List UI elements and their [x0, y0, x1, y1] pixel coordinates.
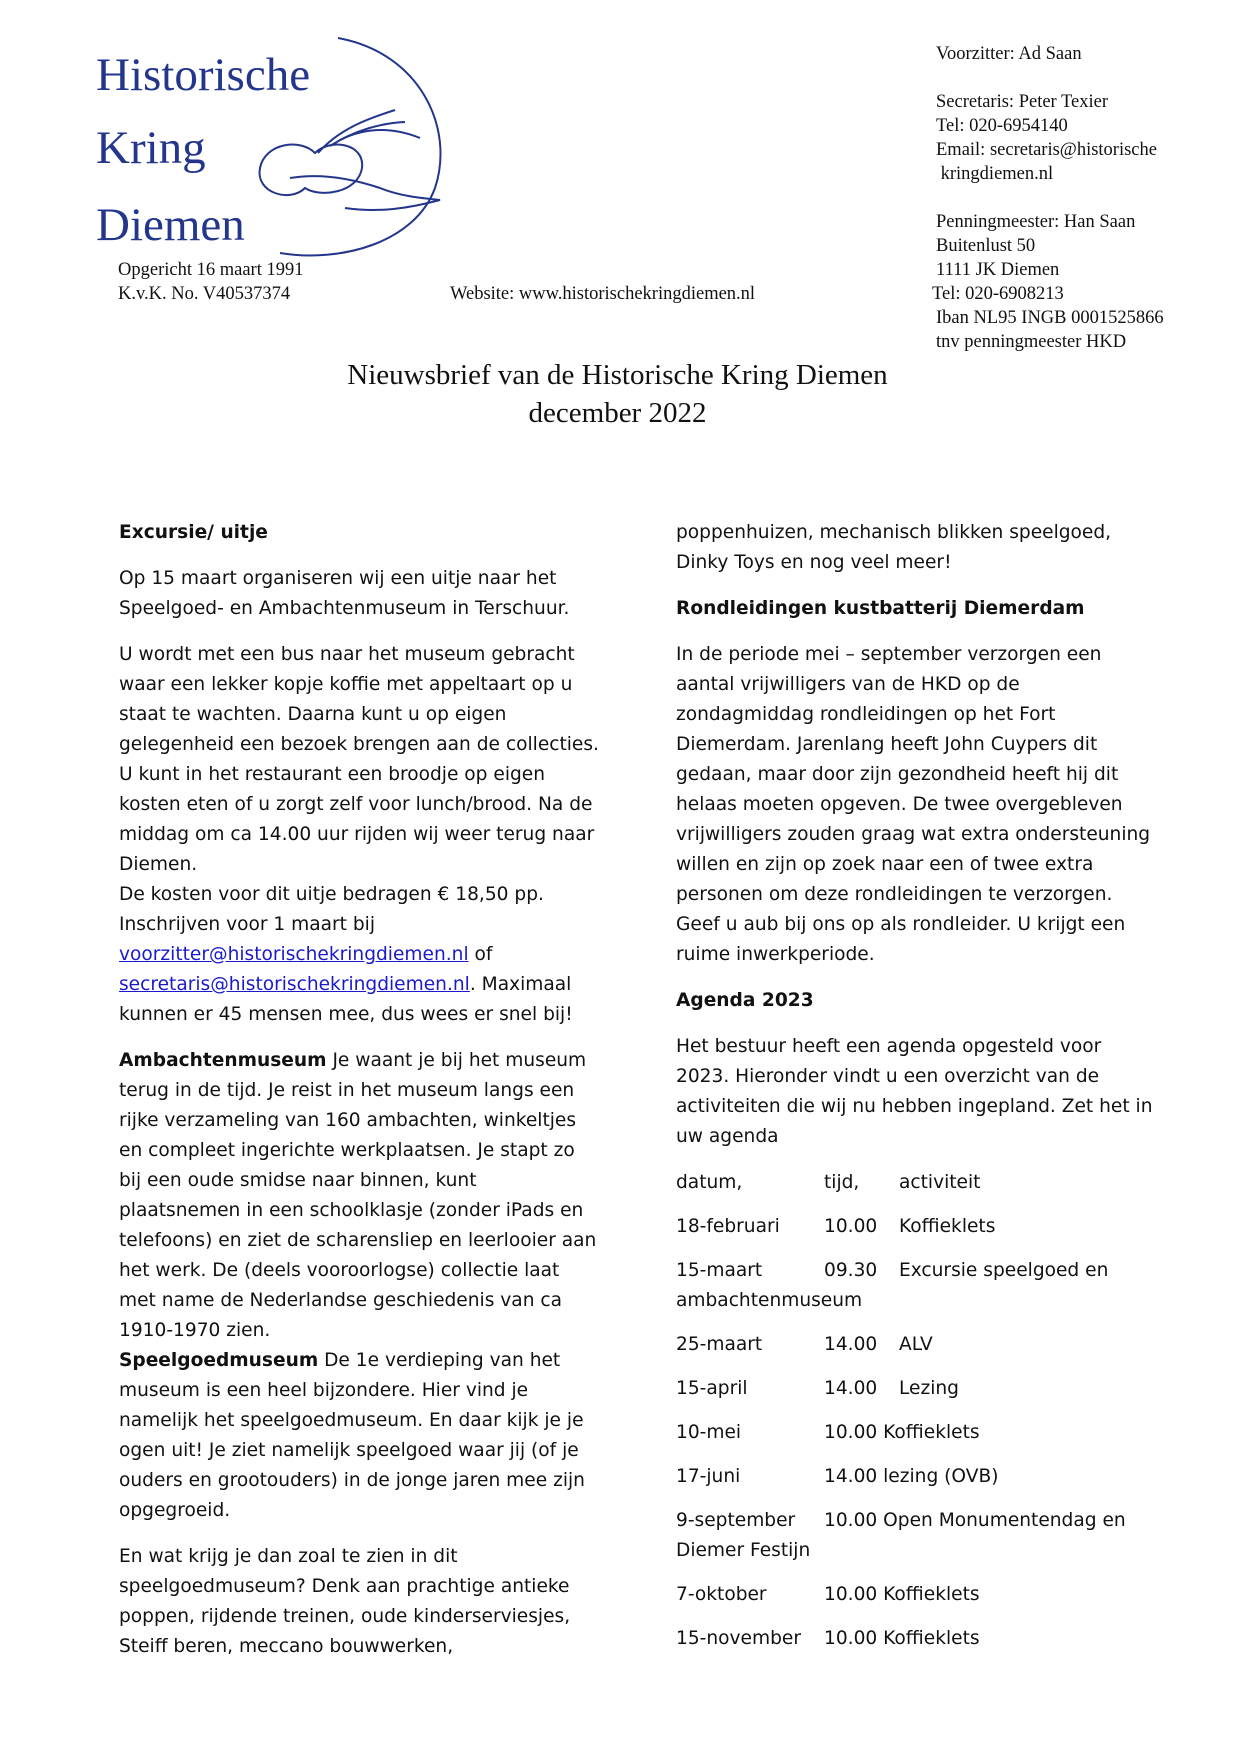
secretary-tel: Tel: 020-6954140: [936, 116, 1068, 136]
logo-word-diemen: Diemen: [96, 199, 245, 251]
agenda-row: 9-september 10.00 Open Monumentendag en: [676, 1510, 1126, 1531]
ambacht-line-8: 1910-1970 zien.: [119, 1320, 271, 1341]
agenda-table: [676, 1168, 1196, 1654]
newsletter-title: [0, 356, 1241, 432]
agenda-row: 25-maart 14.00 ALV: [676, 1334, 933, 1355]
agenda-intro-1: 2023. Hieronder vindt u een overzicht van de: [676, 1066, 1100, 1087]
speelgoed-line-4: opgegroeid.: [119, 1500, 231, 1521]
ambacht-line-3: bij een oude smidse naar binnen, kunt: [119, 1170, 477, 1191]
speelgoed-line-0: museum is een heel bijzondere. Hier vind je: [119, 1380, 529, 1401]
tours-line-1: aantal vrijwilligers van de HKD op de: [676, 674, 1020, 695]
kvk-text: K.v.K. No. V40537374: [118, 284, 291, 304]
speelgoed-line-1: namelijk het speelgoedmuseum. En daar kijk je je: [119, 1410, 584, 1431]
toys-line-1: speelgoedmuseum? Denk aan prachtige antieke: [119, 1576, 570, 1597]
ambacht-line-7: met name de Nederlandse geschiedenis van ca: [119, 1290, 563, 1311]
agenda-row-cont: Diemer Festijn: [676, 1540, 811, 1561]
excursion-line-4: U kunt in het restaurant een broodje op eigen: [119, 764, 546, 785]
speelgoed-line-3: ouders en grootouders) in de jonge jaren mee zijn: [119, 1470, 585, 1491]
ambacht-line-5: telefoons) en ziet de scharensliep en leerlooier aan: [119, 1230, 597, 1251]
left-column: [119, 518, 624, 1662]
founded-text: Opgericht 16 maart 1991: [118, 260, 304, 280]
agenda-intro-3: uw agenda: [676, 1126, 779, 1147]
ambacht-first: Je waant je bij het museum: [326, 1050, 587, 1071]
toys-line-2: poppen, rijdende treinen, oude kinderserviesjes,: [119, 1606, 571, 1627]
right-column: [676, 518, 1186, 1654]
logo: [90, 28, 460, 258]
cont-line-1: Dinky Toys en nog veel meer!: [676, 552, 952, 573]
excursion-line-0: U wordt met een bus naar het museum gebracht: [119, 644, 575, 665]
maximum-text: . Maximaal: [469, 974, 572, 995]
tours-line-3: Diemerdam. Jarenlang heeft John Cuypers dit: [676, 734, 1098, 755]
excursion-end: kunnen er 45 mensen mee, dus wees er snel bij!: [119, 1004, 573, 1025]
agenda-row-cont: ambachtenmuseum: [676, 1290, 863, 1311]
treasurer-street: Buitenlust 50: [936, 236, 1036, 256]
tours-line-9: Geef u aub bij ons op als rondleider. U krijgt een: [676, 914, 1126, 935]
agenda-intro-0: Het bestuur heeft een agenda opgesteld voor: [676, 1036, 1102, 1057]
tours-heading: Rondleidingen kustbatterij Diemerdam: [676, 598, 1085, 619]
tours-line-4: gedaan, maar door zijn gezondheid heeft hij dit: [676, 764, 1119, 785]
chair-text: Voorzitter: Ad Saan: [936, 44, 1082, 64]
agenda-header-time: tijd,: [824, 1172, 860, 1193]
tours-line-2: zondagmiddag rondleidingen op het Fort: [676, 704, 1056, 725]
agenda-row: 7-oktober 10.00 Koffieklets: [676, 1584, 980, 1605]
ambacht-line-0: terug in de tijd. Je reist in het museum langs een: [119, 1080, 575, 1101]
agenda-header-date: datum,: [676, 1172, 743, 1193]
agenda-heading: Agenda 2023: [676, 990, 814, 1011]
agenda-row: 17-juni 14.00 lezing (OVB): [676, 1466, 999, 1487]
treasurer-iban: Iban NL95 INGB 0001525866: [936, 308, 1164, 328]
treasurer-tel: Tel: 020-6908213: [932, 284, 1064, 304]
excursion-line-9: Inschrijven voor 1 maart bij: [119, 914, 376, 935]
speelgoed-heading: Speelgoedmuseum: [119, 1350, 319, 1371]
agenda-row: 15-november 10.00 Koffieklets: [676, 1628, 980, 1649]
tours-line-7: willen en zijn op zoek naar een of twee extra: [676, 854, 1094, 875]
agenda-row: 18-februari 10.00 Koffieklets: [676, 1216, 996, 1237]
title-line-1: Nieuwsbrief van de Historische Kring Diemen: [347, 359, 888, 391]
agenda-header-row: [676, 1168, 1196, 1198]
website-text: Website: www.historischekringdiemen.nl: [450, 284, 756, 304]
tours-line-6: vrijwilligers zouden graag wat extra ondersteuning: [676, 824, 1151, 845]
secretary-email: Email: secretaris@historische: [936, 140, 1157, 160]
logo-word-historische: Historische: [96, 49, 311, 101]
ambacht-line-2: en compleet ingerichte werkplaatsen. Je stapt zo: [119, 1140, 575, 1161]
logo-word-kring: Kring: [96, 122, 206, 174]
tours-line-5: helaas moeten opgeven. De twee overgebleven: [676, 794, 1123, 815]
agenda-intro-2: activiteiten die wij nu hebben ingepland. Zet het in: [676, 1096, 1153, 1117]
contact-block: [932, 42, 1164, 354]
or-text: of: [468, 944, 493, 965]
excursion-line-6: middag om ca 14.00 uur rijden wij weer terug naar: [119, 824, 595, 845]
agenda-header-activity: activiteit: [899, 1172, 981, 1193]
chair-email-link[interactable]: voorzitter@historischekringdiemen.nl: [119, 944, 469, 965]
agenda-row: 15-maart 09.30 Excursie speelgoed en: [676, 1260, 1109, 1281]
agenda-row: 10-mei 10.00 Koffieklets: [676, 1422, 980, 1443]
treasurer-tnv: tnv penningmeester HKD: [936, 332, 1127, 352]
toys-line-3: Steiff beren, meccano bouwwerken,: [119, 1636, 454, 1657]
title-line-2: december 2022: [528, 397, 707, 429]
excursion-intro-2: Speelgoed- en Ambachtenmuseum in Terschuur.: [119, 598, 570, 619]
tours-line-8: personen om deze rondleidingen te verzorgen.: [676, 884, 1113, 905]
ambacht-line-6: het werk. De (deels vooroorlogse) collectie laat: [119, 1260, 560, 1281]
toys-line-0: En wat krijg je dan zoal te zien in dit: [119, 1546, 458, 1567]
speelgoed-first: De 1e verdieping van het: [318, 1350, 561, 1371]
excursion-heading: Excursie/ uitje: [119, 522, 268, 543]
speelgoed-line-2: ogen uit! Je ziet namelijk speelgoed waar jij (of je: [119, 1440, 579, 1461]
treasurer-city: 1111 JK Diemen: [936, 260, 1060, 280]
excursion-line-2: staat te wachten. Daarna kunt u op eigen: [119, 704, 507, 725]
secretary-email-cont: kringdiemen.nl: [936, 164, 1054, 184]
cont-line-0: poppenhuizen, mechanisch blikken speelgoed,: [676, 522, 1112, 543]
excursion-line-3: gelegenheid een bezoek brengen aan de collecties.: [119, 734, 599, 755]
tours-line-0: In de periode mei – september verzorgen een: [676, 644, 1102, 665]
agenda-row: 15-april 14.00 Lezing: [676, 1378, 959, 1399]
excursion-intro-1: Op 15 maart organiseren wij een uitje naar het: [119, 568, 557, 589]
ambacht-line-4: plaatsnemen in een schoolklasje (zonder iPads en: [119, 1200, 584, 1221]
ambacht-line-1: rijke verzameling van 160 ambachten, winkeltjes: [119, 1110, 577, 1131]
excursion-line-8: De kosten voor dit uitje bedragen € 18,50 pp.: [119, 884, 544, 905]
tours-line-10: ruime inwerkperiode.: [676, 944, 875, 965]
excursion-line-5: kosten eten of u zorgt zelf voor lunch/brood. Na de: [119, 794, 593, 815]
excursion-line-7: Diemen.: [119, 854, 198, 875]
secretary-email-link[interactable]: secretaris@historischekringdiemen.nl: [119, 974, 470, 995]
treasurer-text: Penningmeester: Han Saan: [936, 212, 1136, 232]
excursion-line-1: waar een lekker kopje koffie met appeltaart op u: [119, 674, 573, 695]
ambacht-heading: Ambachtenmuseum: [119, 1050, 327, 1071]
secretary-text: Secretaris: Peter Texier: [936, 92, 1108, 112]
